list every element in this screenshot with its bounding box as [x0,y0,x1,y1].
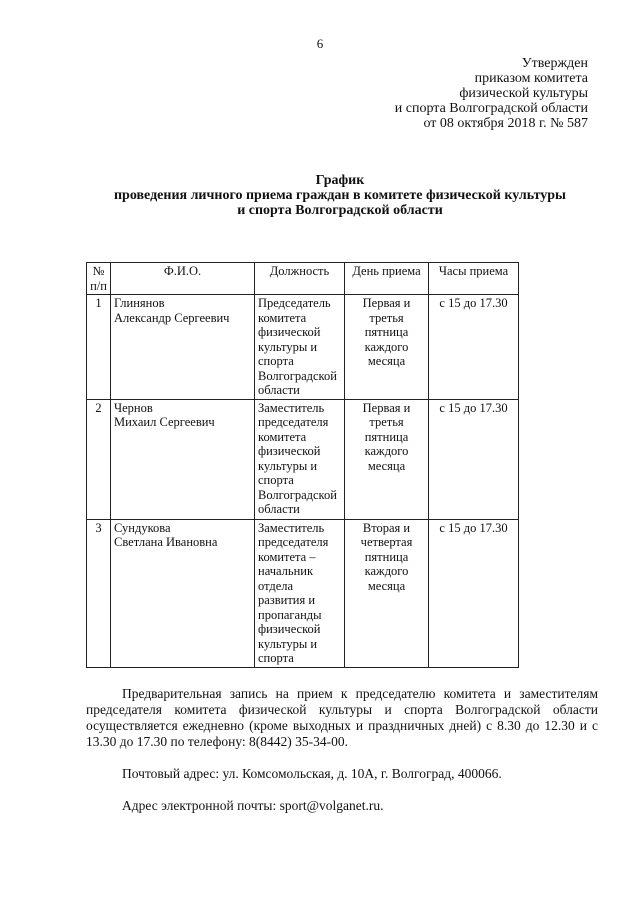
header-day: День приема [345,263,429,295]
header-position: Должность [255,263,345,295]
row-surname: Чернов [114,400,153,415]
approval-line: физической культуры [459,86,588,101]
page-number: 6 [316,36,324,51]
row-fio [111,519,255,667]
approval-line: и спорта Волгоградской области [394,101,588,116]
row-day: Первая и третья пятница каждого месяца [345,295,429,400]
header-fio: Ф.И.О. [111,263,255,295]
row-hours: с 15 до 17.30 [429,519,519,667]
row-day: Первая и третья пятница каждого месяца [345,399,429,519]
row-position: Заместитель председателя комитета физической культуры и спорта Волгоградской области [255,399,345,519]
appointment-note: Предварительная запись на прием к председателю комитета и заместителям председателя комитета физической культуры и спорта Волгоградской области осуществляется ежедневно (кроме выходных и праздничных дней) с 8.30 до 12.30 и с 13.30 до 17.30 по телефону: 8(8442) 35-34-00. [86,686,598,749]
document-title [40,173,640,218]
title-line: проведения личного приема граждан в комитете физической культуры [113,188,566,203]
email-address: Адрес электронной почты: sport@volganet.ru. [122,798,384,813]
approval-line: Утвержден [521,56,588,71]
title-line: и спорта Волгоградской области [237,203,443,218]
row-fio [111,295,255,400]
approval-line: приказом комитета [474,71,588,86]
table-row [87,519,519,667]
row-hours: с 15 до 17.30 [429,399,519,519]
approval-block [395,56,588,131]
row-position: Председатель комитета физической культуры и спорта Волгоградской области [255,295,345,400]
postal-address: Почтовый адрес: ул. Комсомольская, д. 10А, г. Волгоград, 400066. [122,766,502,781]
row-num: 1 [87,295,111,400]
title-line: График [315,173,365,188]
row-name: Михаил Сергеевич [114,415,215,429]
header-num: № п/п [87,263,111,295]
header-hours: Часы приема [429,263,519,295]
approval-line: от 08 октября 2018 г. № 587 [423,116,588,131]
row-name: Александр Сергеевич [114,310,230,325]
table-row [87,295,519,400]
row-num: 3 [87,519,111,667]
table-header-row [87,263,519,295]
row-position: Заместитель председателя комитета – начальник отдела развития и пропаганды физической культуры и спорта [255,519,345,667]
row-day: Вторая и четвертая пятница каждого месяца [345,519,429,667]
row-num: 2 [87,399,111,519]
row-name: Светлана Ивановна [114,535,218,549]
row-hours: с 15 до 17.30 [429,295,519,400]
row-surname: Сундукова [114,520,171,535]
row-fio [111,399,255,519]
table-row [87,399,519,519]
row-surname: Глинянов [114,296,165,310]
notes-section [86,686,598,814]
reception-schedule-table [86,262,519,668]
